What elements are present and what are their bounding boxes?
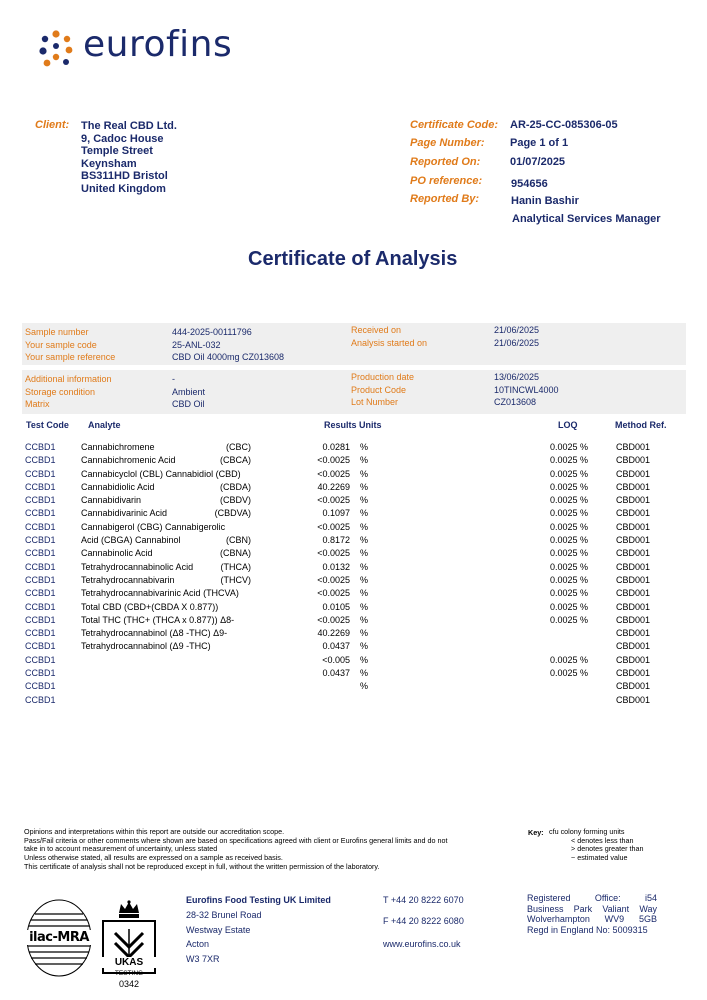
key-items	[549, 828, 644, 863]
lab-fax: F +44 20 8222 6080	[383, 916, 464, 926]
method-cell: CBD001	[616, 641, 651, 652]
analyte-name: Acid (CBGA) Cannabinol	[81, 535, 181, 546]
method-cell: CBD001	[616, 614, 651, 625]
analyte-cell	[81, 587, 251, 600]
method-cell: CBD001	[616, 495, 651, 506]
sample-value: 21/06/2025	[494, 325, 540, 335]
key-item: ~ estimated value	[571, 853, 628, 863]
analyte-name: Tetrahydrocannabivarin	[81, 574, 175, 585]
analyte-abbrev: (THCA)	[220, 561, 251, 572]
result-cell: <0.0025	[317, 614, 350, 625]
unit-cell: %	[360, 588, 369, 599]
analyte-name: Total CBD (CBD+(CBDA X 0.877))	[81, 601, 219, 612]
result-cell: <0.0025	[317, 455, 350, 466]
test-code-cell: CCBD1	[25, 628, 56, 639]
registered-line: Registered Office: i54	[527, 893, 657, 903]
key-item: > denotes greater than	[571, 844, 644, 854]
header-loq: LOQ	[558, 420, 578, 430]
analyte-cell	[81, 561, 251, 574]
client-address-line: 9, Cadoc House	[81, 132, 164, 145]
sample-label: Your sample code	[25, 339, 97, 350]
loq-cell: 0.0025 %	[549, 588, 588, 599]
lab-address-line: W3 7XR	[186, 953, 220, 964]
unit-cell: %	[360, 468, 369, 479]
analyte-name: Total THC (THC+ (THCA x 0.877)) Δ8-	[81, 614, 235, 625]
loq-cell: 0.0025 %	[549, 521, 588, 532]
analyte-abbrev: (CBDVA)	[214, 508, 251, 519]
result-cell: 0.1097	[322, 508, 350, 519]
unit-cell: %	[360, 654, 369, 665]
column-test-code	[25, 441, 56, 707]
result-cell: <0.0025	[317, 574, 350, 585]
loq-cell: 0.0025 %	[549, 495, 588, 506]
disclaimer-line: Unless otherwise stated, all results are expressed on a sample as received basis.	[24, 853, 283, 863]
unit-cell: %	[360, 495, 369, 506]
unit-cell: %	[360, 628, 369, 639]
registered-line: Wolverhampton WV9 5GB	[527, 914, 657, 924]
analyte-name: Cannabicyclol (CBL) Cannabidiol (CBD)	[81, 468, 241, 479]
analyte-cell	[81, 614, 251, 627]
sample-value: 21/06/2025	[494, 337, 540, 348]
report-field-label: Certificate Code:	[410, 119, 499, 131]
loq-cell: 0.0025 %	[549, 442, 588, 452]
report-field-label: Page Number:	[410, 137, 485, 149]
analyte-cell	[81, 521, 251, 534]
analyte-name: Cannabidiolic Acid	[81, 481, 155, 492]
method-cell: CBD001	[616, 654, 651, 665]
method-cell: CBD001	[616, 481, 651, 492]
result-cell: <0.0025	[317, 468, 350, 479]
report-field-label: PO reference:	[410, 175, 483, 187]
lab-phone: T +44 20 8222 6070	[383, 895, 464, 905]
eurofins-logo	[36, 26, 236, 72]
analyte-abbrev: (CBDV)	[220, 495, 251, 506]
client-address-line: The Real CBD Ltd.	[81, 120, 177, 132]
loq-cell: 0.0025 %	[549, 668, 588, 679]
reporter-role: Analytical Services Manager	[512, 213, 661, 225]
analyte-abbrev: (CBC)	[226, 442, 251, 452]
analyte-name: Cannabidivarin	[81, 495, 142, 506]
result-cell: 0.0281	[322, 442, 350, 452]
analyte-abbrev: (CBDA)	[220, 481, 251, 492]
brand-name: eurofins	[83, 24, 233, 65]
test-code-cell: CCBD1	[25, 574, 56, 585]
result-cell: <0.0025	[317, 521, 350, 532]
result-cell: 0.8172	[322, 535, 350, 546]
disclaimer-line: This certificate of analysis shall not be reproduced except in full, without the written permission of the laboratory.	[24, 861, 380, 871]
method-cell: CBD001	[616, 468, 651, 479]
column-method	[616, 441, 650, 707]
unit-cell: %	[360, 614, 369, 625]
sample-value: CBD Oil 4000mg CZ013608	[172, 352, 285, 362]
analyte-cell	[81, 574, 251, 587]
column-analyte	[81, 441, 251, 654]
analyte-cell	[81, 494, 251, 507]
sample-label: Additional information	[25, 374, 112, 384]
method-cell: CBD001	[616, 548, 651, 559]
client-address	[81, 120, 177, 195]
result-cell: 0.0105	[322, 601, 350, 612]
loq-cell: 0.0025 %	[549, 574, 588, 585]
result-cell: <0.0025	[317, 495, 350, 506]
analyte-name: Cannabinolic Acid	[81, 548, 153, 559]
loq-cell: 0.0025 %	[549, 601, 588, 612]
result-cell: <0.0025	[317, 548, 350, 559]
sample-label: Matrix	[25, 399, 50, 409]
result-cell: 40.2269	[317, 628, 350, 639]
eurofins-logo-icon	[36, 29, 76, 69]
test-code-cell: CCBD1	[25, 588, 56, 599]
lab-name: Eurofins Food Testing UK Limited	[186, 895, 331, 905]
analyte-name: Tetrahydrocannabinol (Δ9 -THC)	[81, 641, 211, 652]
result-cell: <0.0025	[317, 588, 350, 599]
analyte-cell	[81, 454, 251, 467]
analyte-cell	[81, 481, 251, 494]
unit-cell: %	[360, 481, 369, 492]
analyte-cell	[81, 507, 251, 520]
method-cell: CBD001	[616, 521, 651, 532]
lab-address-line: Westway Estate	[186, 924, 251, 935]
method-cell: CBD001	[616, 694, 651, 705]
report-field-label: Reported On:	[410, 156, 481, 168]
registered-line: Regd in England No: 5009315	[527, 924, 648, 935]
lab-address	[186, 908, 262, 966]
client-address-line: BS311HD Bristol	[81, 170, 168, 182]
lab-website[interactable]: www.eurofins.co.uk	[383, 939, 461, 949]
test-code-cell: CCBD1	[25, 455, 56, 466]
client-address-line: Temple Street	[81, 145, 153, 157]
disclaimer	[24, 828, 447, 872]
ukas-logo	[101, 899, 157, 975]
unit-cell: %	[360, 601, 369, 612]
analyte-name: Cannabichromenic Acid	[81, 455, 176, 466]
ukas-sub: TESTING	[114, 970, 144, 977]
loq-cell: 0.0025 %	[549, 655, 588, 666]
report-field-value: 954656	[511, 178, 548, 190]
test-code-cell: CCBD1	[25, 548, 56, 559]
analyte-cell	[81, 640, 251, 653]
unit-cell: %	[360, 455, 369, 466]
loq-cell: 0.0025 %	[549, 508, 588, 519]
test-code-cell: CCBD1	[25, 495, 56, 506]
report-field-value: Hanin Bashir	[511, 195, 579, 207]
method-cell: CBD001	[616, 668, 651, 679]
unit-cell: %	[360, 548, 369, 559]
report-field-value: 01/07/2025	[510, 156, 566, 168]
test-code-cell: CCBD1	[25, 561, 56, 572]
sample-value: CZ013608	[494, 397, 537, 407]
sample-value: 444-2025-00111796	[172, 327, 252, 337]
client-label: Client:	[35, 119, 70, 131]
result-cell: 0.0132	[322, 561, 350, 572]
sample-info-band-2	[22, 370, 686, 414]
test-code-cell: CCBD1	[25, 468, 56, 479]
sample-value: CBD Oil	[172, 399, 205, 409]
client-address-line: Keynsham	[81, 157, 137, 170]
client-address-line: United Kingdom	[81, 182, 166, 195]
analyte-name: Tetrahydrocannabinol (Δ8 -THC) Δ9-	[81, 628, 228, 639]
method-cell: CBD001	[616, 574, 651, 585]
test-code-cell: CCBD1	[25, 508, 56, 519]
test-code-cell: CCBD1	[25, 694, 56, 705]
key-item: cfu colony forming units	[549, 827, 625, 836]
test-code-cell: CCBD1	[25, 614, 56, 625]
test-code-cell: CCBD1	[25, 668, 56, 679]
report-field-value: Page 1 of 1	[510, 137, 569, 149]
unit-cell: %	[360, 535, 369, 546]
ilac-mra-logo	[24, 898, 94, 978]
method-cell: CBD001	[616, 455, 651, 466]
registered-office	[527, 893, 657, 935]
test-code-cell: CCBD1	[25, 442, 56, 452]
sample-label: Received on	[351, 325, 402, 335]
loq-cell: 0.0025 %	[549, 548, 588, 559]
analyte-cell	[81, 441, 251, 454]
column-results	[290, 441, 350, 680]
key-label: Key:	[528, 828, 544, 837]
report-field-label: Reported By:	[410, 193, 480, 205]
method-cell: CBD001	[616, 681, 651, 692]
lab-address-line: Acton	[186, 939, 210, 949]
sample-label: Product Code	[351, 384, 407, 395]
analyte-abbrev: (CBN)	[226, 535, 251, 546]
method-cell: CBD001	[616, 588, 651, 599]
unit-cell: %	[360, 561, 369, 572]
ilac-mra-text: ilac-MRA	[26, 930, 92, 945]
method-cell: CBD001	[616, 535, 651, 546]
unit-cell: %	[360, 641, 369, 652]
unit-cell: %	[360, 508, 369, 519]
method-cell: CBD001	[616, 601, 651, 612]
disclaimer-line: take in to account measurement of uncertainty, unless stated	[24, 844, 218, 854]
key-item: < denotes less than	[571, 835, 634, 845]
column-loq	[530, 441, 588, 681]
sample-value: Ambient	[172, 386, 206, 397]
document-title: Certificate of Analysis	[248, 248, 458, 270]
result-cell: 40.2269	[317, 481, 350, 492]
column-units	[360, 441, 368, 694]
sample-value: 13/06/2025	[494, 372, 540, 382]
sample-label: Production date	[351, 372, 415, 382]
sample-value: 25-ANL-032	[172, 339, 221, 350]
method-cell: CBD001	[616, 442, 651, 452]
test-code-cell: CCBD1	[25, 521, 56, 532]
unit-cell: %	[360, 681, 369, 692]
registered-line: Business Park Valiant Way	[527, 903, 657, 914]
unit-cell: %	[360, 574, 369, 585]
header-results-units: Results Units	[324, 420, 382, 430]
result-cell: 0.0437	[322, 641, 350, 652]
analyte-abbrev: (THCV)	[220, 574, 251, 585]
test-code-cell: CCBD1	[25, 681, 56, 692]
sample-value: -	[172, 374, 175, 384]
sample-info-band-1	[22, 323, 686, 365]
loq-cell: 0.0025 %	[549, 535, 588, 546]
header-test-code: Test Code	[26, 420, 69, 430]
report-field-value: AR-25-CC-085306-05	[510, 119, 618, 131]
sample-label: Storage condition	[25, 386, 96, 397]
test-code-cell: CCBD1	[25, 481, 56, 492]
test-code-cell: CCBD1	[25, 654, 56, 665]
test-code-cell: CCBD1	[25, 641, 56, 652]
analyte-cell	[81, 627, 251, 640]
ukas-text: UKAS	[101, 957, 157, 968]
unit-cell: %	[360, 521, 369, 532]
analyte-cell	[81, 534, 251, 547]
result-cell: 0.0437	[322, 668, 350, 679]
loq-cell: 0.0025 %	[549, 561, 588, 572]
method-cell: CBD001	[616, 628, 651, 639]
unit-cell: %	[360, 668, 369, 679]
loq-cell: 0.0025 %	[549, 614, 588, 625]
analyte-name: Cannabichromene	[81, 442, 155, 452]
disclaimer-line: Pass/Fail criteria or other comments where shown are based on specifications agreed with client or Eurofins general limits and do not	[24, 835, 448, 845]
analyte-name: Tetrahydrocannabivarinic Acid (THCVA)	[81, 588, 239, 599]
analyte-cell	[81, 547, 251, 560]
ukas-number: 0342	[119, 979, 140, 989]
result-cell: <0.005	[322, 654, 350, 665]
disclaimer-line: Opinions and interpretations within this report are outside our accreditation scope.	[24, 827, 285, 836]
sample-value: 10TINCWL4000	[494, 384, 559, 395]
analyte-cell	[81, 601, 251, 614]
method-cell: CBD001	[616, 508, 651, 519]
sample-label: Your sample reference	[25, 352, 116, 362]
method-cell: CBD001	[616, 561, 651, 572]
test-code-cell: CCBD1	[25, 535, 56, 546]
analyte-name: Cannabidivarinic Acid	[81, 508, 168, 519]
unit-cell: %	[360, 442, 369, 452]
analyte-name: Cannabigerol (CBG) Cannabigerolic	[81, 521, 226, 532]
header-analyte: Analyte	[88, 420, 121, 430]
analyte-abbrev: (CBCA)	[220, 455, 251, 466]
sample-label: Sample number	[25, 327, 89, 337]
test-code-cell: CCBD1	[25, 601, 56, 612]
lab-address-line: 28-32 Brunel Road	[186, 910, 262, 920]
loq-cell: 0.0025 %	[549, 455, 588, 466]
sample-label: Analysis started on	[351, 337, 428, 348]
analyte-cell	[81, 468, 251, 481]
analyte-name: Tetrahydrocannabinolic Acid	[81, 561, 194, 572]
loq-cell: 0.0025 %	[549, 468, 588, 479]
header-method: Method Ref.	[615, 420, 667, 430]
analyte-abbrev: (CBNA)	[220, 548, 251, 559]
sample-label: Lot Number	[351, 397, 399, 407]
loq-cell: 0.0025 %	[549, 481, 588, 492]
